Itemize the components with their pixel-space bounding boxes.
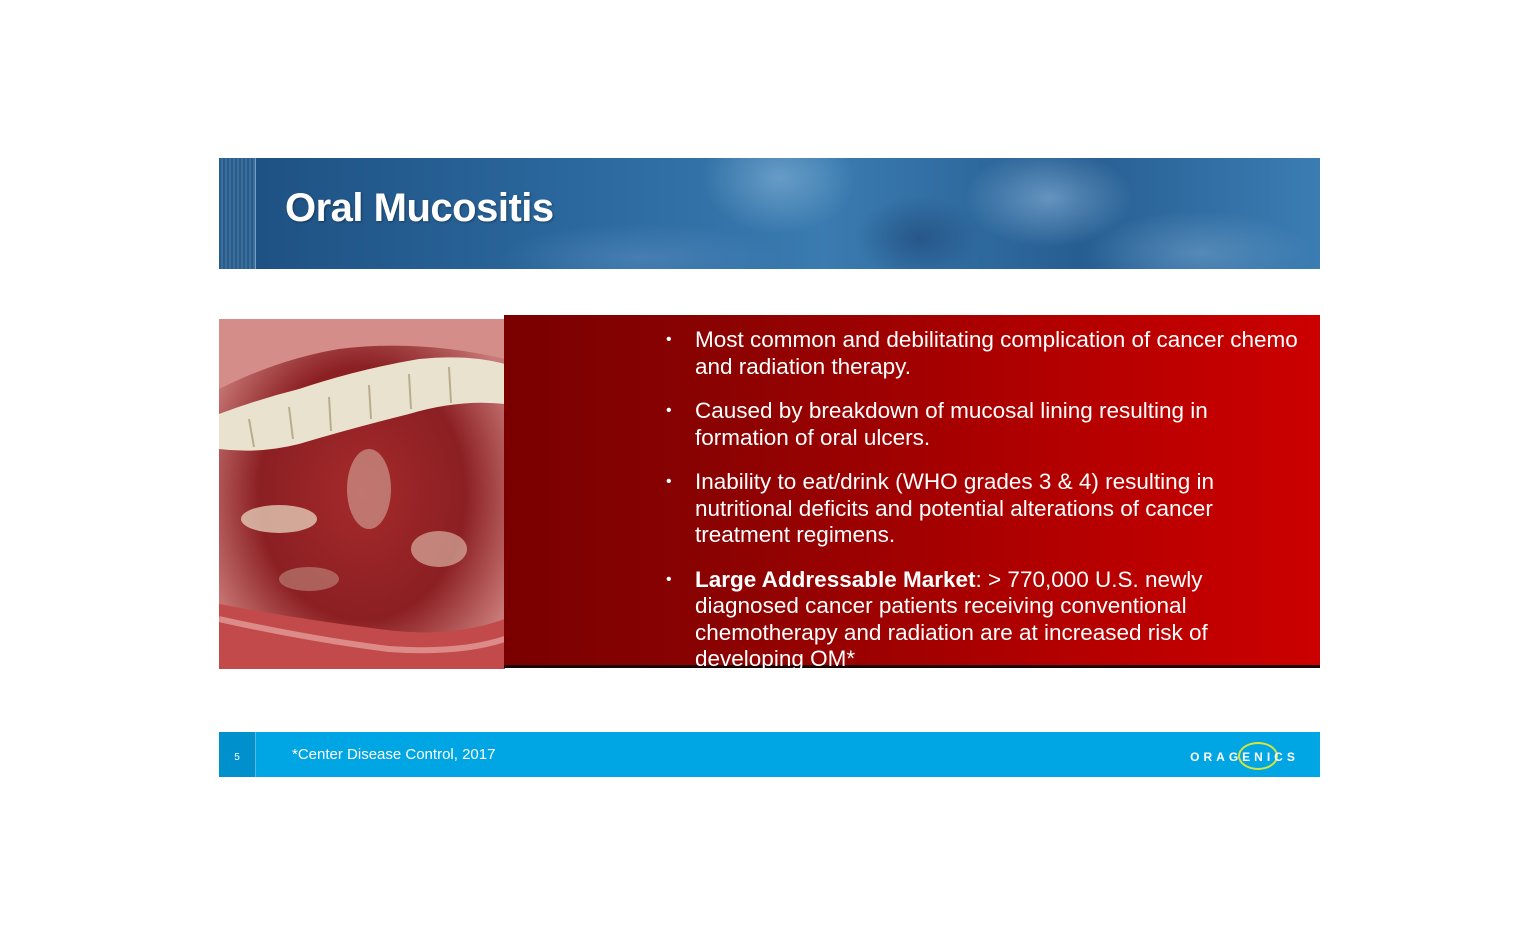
bullet-item (666, 327, 1306, 380)
bullet-text: Caused by breakdown of mucosal lining resulting in formation of oral ulcers. (695, 398, 1208, 450)
header-banner (219, 158, 1320, 269)
page-number-box (219, 732, 256, 777)
logo-text: ORAGENICS (1190, 750, 1299, 764)
bullet-icon: • (666, 570, 672, 588)
bullet-icon: • (666, 473, 672, 490)
oragenics-logo (1187, 742, 1302, 770)
bullet-list (666, 327, 1306, 691)
header-strip (219, 158, 256, 269)
oral-mucositis-photo (219, 319, 505, 669)
content-panel (504, 315, 1320, 671)
bullet-item (666, 567, 1306, 673)
bullet-text: : > 770,000 U.S. newly diagnosed cancer patients receiving conventional chemotherapy and radiation are at increased risk of developing OM* (695, 566, 1208, 671)
bullet-item (666, 469, 1306, 549)
bullet-text: Inability to eat/drink (WHO grades 3 & 4) resulting in nutritional deficits and potential alterations of cancer treatment regimens. (695, 469, 1214, 547)
footnote: *Center Disease Control, 2017 (292, 746, 496, 763)
page-number: 5 (234, 752, 240, 763)
bullet-item (666, 398, 1306, 451)
bullet-bold-text: Large Addressable Market (695, 566, 976, 592)
footer-bar (219, 732, 1320, 777)
bullet-icon: • (666, 331, 672, 348)
mouth-illustration (219, 319, 505, 669)
bullet-text: Most common and debilitating complication of cancer chemo and radiation therapy. (695, 327, 1298, 379)
slide-title: Oral Mucositis (285, 186, 554, 230)
bullet-icon: • (666, 402, 672, 419)
